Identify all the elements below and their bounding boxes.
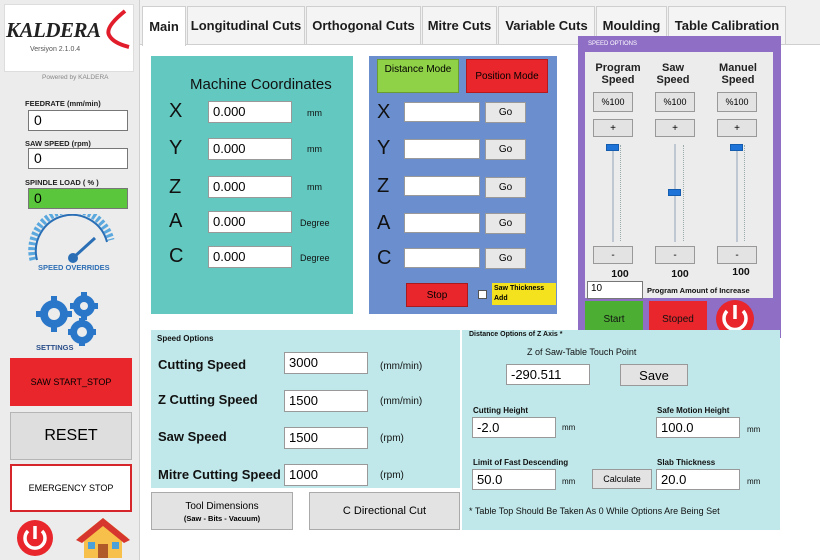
amount-of-increase-input[interactable]: 10 bbox=[587, 281, 643, 299]
fast-descending-input[interactable]: 50.0 bbox=[472, 469, 556, 490]
pos-x-input[interactable] bbox=[404, 102, 480, 122]
pos-axis-z-label: Z bbox=[377, 175, 390, 197]
coord-c-unit: Degree bbox=[300, 253, 330, 263]
cutting-height-label: Cutting Height bbox=[473, 406, 529, 415]
saw-speed-label: SAW SPEED (rpm) bbox=[25, 139, 91, 148]
program-speed-ticks bbox=[620, 145, 621, 241]
z-cutting-speed-unit: (mm/min) bbox=[380, 396, 423, 407]
z-cutting-speed-input[interactable]: 1500 bbox=[284, 390, 368, 412]
go-x-button[interactable]: Go bbox=[485, 102, 526, 123]
pos-axis-y-label: Y bbox=[377, 137, 391, 159]
tool-dimensions-label: Tool Dimensions bbox=[185, 501, 259, 512]
z-cutting-speed-label: Z Cutting Speed bbox=[158, 392, 258, 407]
position-mode-button[interactable]: Position Mode bbox=[466, 59, 548, 93]
tab-orthogonal-cuts[interactable]: Orthogonal Cuts bbox=[306, 6, 421, 44]
axis-c-label: C bbox=[169, 245, 184, 267]
tab-longitudinal-cuts[interactable]: Longitudinal Cuts bbox=[187, 6, 305, 44]
manuel-speed-percent: %100 bbox=[717, 92, 757, 112]
touch-point-label: Z of Saw-Table Touch Point bbox=[527, 347, 637, 357]
pos-a-input[interactable] bbox=[404, 213, 480, 233]
manuel-speed-slider[interactable] bbox=[736, 144, 738, 242]
c-directional-cut-button[interactable]: C Directional Cut bbox=[309, 492, 460, 530]
coord-x-field: 0.000 bbox=[208, 101, 292, 123]
manuel-speed-title: Manuel Speed bbox=[719, 62, 757, 86]
machine-coordinates-title: Machine Coordinates bbox=[190, 76, 332, 93]
powered-by: Powered by KALDERA bbox=[42, 74, 109, 81]
program-speed-minus-button[interactable]: - bbox=[593, 246, 633, 264]
pos-y-input[interactable] bbox=[404, 139, 480, 159]
cutting-speed-label: Cutting Speed bbox=[158, 357, 247, 372]
coord-z-unit: mm bbox=[307, 182, 322, 192]
touch-point-input[interactable]: -290.511 bbox=[506, 364, 590, 385]
pos-axis-x-label: X bbox=[377, 101, 391, 123]
saw-thickness-label: Saw Thickness Add bbox=[492, 283, 556, 305]
fast-descending-label: Limit of Fast Descending bbox=[473, 458, 569, 467]
coord-x-unit: mm bbox=[307, 108, 322, 118]
pos-c-input[interactable] bbox=[404, 248, 480, 268]
slab-thickness-unit: mm bbox=[747, 477, 761, 486]
saw-speed-title: Saw Speed bbox=[656, 62, 690, 86]
reset-button[interactable]: RESET bbox=[10, 412, 132, 460]
manuel-speed-value: 100 bbox=[732, 266, 750, 278]
fast-descending-unit: mm bbox=[562, 477, 576, 486]
tab-table-calibration[interactable]: Table Calibration bbox=[668, 6, 786, 44]
pos-axis-a-label: A bbox=[377, 212, 391, 234]
coord-a-field: 0.000 bbox=[208, 211, 292, 233]
logo-swoosh-icon bbox=[101, 9, 131, 49]
saw-speed-minus-button[interactable]: - bbox=[655, 246, 695, 264]
saw-start-stop-button[interactable]: SAW START_STOP bbox=[10, 358, 132, 406]
cutting-speed-input[interactable]: 3000 bbox=[284, 352, 368, 374]
coord-z-field: 0.000 bbox=[208, 176, 292, 198]
safe-motion-height-unit: mm bbox=[747, 425, 761, 434]
tab-variable-cuts[interactable]: Variable Cuts bbox=[498, 6, 595, 44]
manuel-speed-plus-button[interactable]: + bbox=[717, 119, 757, 137]
pos-z-input[interactable] bbox=[404, 176, 480, 196]
saw-speed-value: 100 bbox=[671, 268, 689, 280]
mitre-cutting-speed-input[interactable]: 1000 bbox=[284, 464, 368, 486]
calculate-button[interactable]: Calculate bbox=[592, 469, 652, 489]
program-speed-slider[interactable] bbox=[612, 144, 614, 242]
go-y-button[interactable]: Go bbox=[485, 139, 526, 160]
save-button[interactable]: Save bbox=[620, 364, 688, 386]
slab-thickness-input[interactable]: 20.0 bbox=[656, 469, 740, 490]
speed-sliders-caption: SPEED OPTIONS bbox=[588, 41, 638, 47]
cutting-height-input[interactable]: -2.0 bbox=[472, 417, 556, 438]
safe-motion-height-label: Safe Motion Height bbox=[657, 406, 730, 415]
cutting-height-unit: mm bbox=[562, 423, 576, 432]
mitre-cutting-speed-unit: (rpm) bbox=[380, 470, 404, 481]
go-c-button[interactable]: Go bbox=[485, 248, 526, 269]
safe-motion-height-input[interactable]: 100.0 bbox=[656, 417, 740, 438]
settings-label: SETTINGS bbox=[36, 343, 74, 352]
coord-y-field: 0.000 bbox=[208, 138, 292, 160]
start-button[interactable]: Start bbox=[585, 301, 643, 337]
saw-speed-thumb[interactable] bbox=[668, 189, 681, 196]
axis-z-label: Z bbox=[169, 176, 182, 198]
manuel-speed-thumb[interactable] bbox=[730, 144, 743, 151]
z-axis-title: Distance Options of Z Axis * bbox=[469, 331, 563, 338]
speed-overrides-label: SPEED OVERRIDES bbox=[38, 263, 110, 272]
emergency-stop-button[interactable]: EMERGENCY STOP bbox=[10, 464, 132, 512]
coord-a-unit: Degree bbox=[300, 218, 330, 228]
app-version: Versiyon 2.1.0.4 bbox=[30, 46, 81, 53]
feedrate-label: FEEDRATE (mm/min) bbox=[25, 99, 101, 108]
power-icon[interactable] bbox=[14, 518, 56, 558]
speed-gauge-icon[interactable] bbox=[25, 214, 117, 264]
slab-thickness-label: Slab Thickness bbox=[657, 458, 716, 467]
tool-dimensions-button[interactable] bbox=[151, 492, 293, 530]
saw-speed-input[interactable]: 1500 bbox=[284, 427, 368, 449]
program-speed-value: 100 bbox=[611, 268, 629, 280]
saw-thickness-checkbox[interactable] bbox=[478, 290, 487, 299]
axis-a-label: A bbox=[169, 210, 183, 232]
go-a-button[interactable]: Go bbox=[485, 213, 526, 234]
logo-text: KALDERA bbox=[6, 18, 101, 42]
distance-mode-button[interactable]: Distance Mode bbox=[377, 59, 459, 93]
spindle-load-field: 0 bbox=[28, 188, 128, 209]
speed-options-title: Speed Options bbox=[157, 334, 214, 343]
gears-icon[interactable] bbox=[32, 290, 112, 346]
spindle-load-label: SPINDLE LOAD ( % ) bbox=[25, 178, 99, 187]
coord-c-field: 0.000 bbox=[208, 246, 292, 268]
go-z-button[interactable]: Go bbox=[485, 177, 526, 198]
saw-speed-ticks bbox=[683, 145, 684, 241]
stop-button[interactable]: Stop bbox=[406, 283, 468, 307]
saw-speed-unit: (rpm) bbox=[380, 433, 404, 444]
stopped-button[interactable]: Stoped bbox=[649, 301, 707, 337]
axis-y-label: Y bbox=[169, 137, 183, 159]
table-top-note: * Table Top Should Be Taken As 0 While Options Are Being Set bbox=[469, 506, 720, 516]
mitre-cutting-speed-label: Mitre Cutting Speed bbox=[158, 467, 281, 482]
program-speed-title: Program Speed bbox=[595, 62, 641, 86]
program-speed-percent: %100 bbox=[593, 92, 633, 112]
feedrate-field: 0 bbox=[28, 110, 128, 131]
manuel-speed-minus-button[interactable]: - bbox=[717, 246, 757, 264]
tab-moulding[interactable]: Moulding bbox=[596, 6, 667, 44]
cutting-speed-unit: (mm/min) bbox=[380, 361, 423, 372]
tab-main[interactable]: Main bbox=[142, 6, 186, 46]
home-icon[interactable] bbox=[76, 516, 130, 560]
saw-speed-option-label: Saw Speed bbox=[158, 429, 227, 444]
tool-dimensions-sublabel: (Saw - Bits - Vacuum) bbox=[183, 514, 261, 523]
saw-speed-percent: %100 bbox=[655, 92, 695, 112]
program-speed-plus-button[interactable]: + bbox=[593, 119, 633, 137]
axis-x-label: X bbox=[169, 100, 183, 122]
amount-of-increase-label: Program Amount of Increase bbox=[647, 286, 750, 295]
saw-speed-plus-button[interactable]: + bbox=[655, 119, 695, 137]
saw-speed-field: 0 bbox=[28, 148, 128, 169]
coord-y-unit: mm bbox=[307, 144, 322, 154]
pos-axis-c-label: C bbox=[377, 247, 392, 269]
program-speed-thumb[interactable] bbox=[606, 144, 619, 151]
tab-mitre-cuts[interactable]: Mitre Cuts bbox=[422, 6, 497, 44]
manuel-speed-ticks bbox=[744, 145, 745, 241]
